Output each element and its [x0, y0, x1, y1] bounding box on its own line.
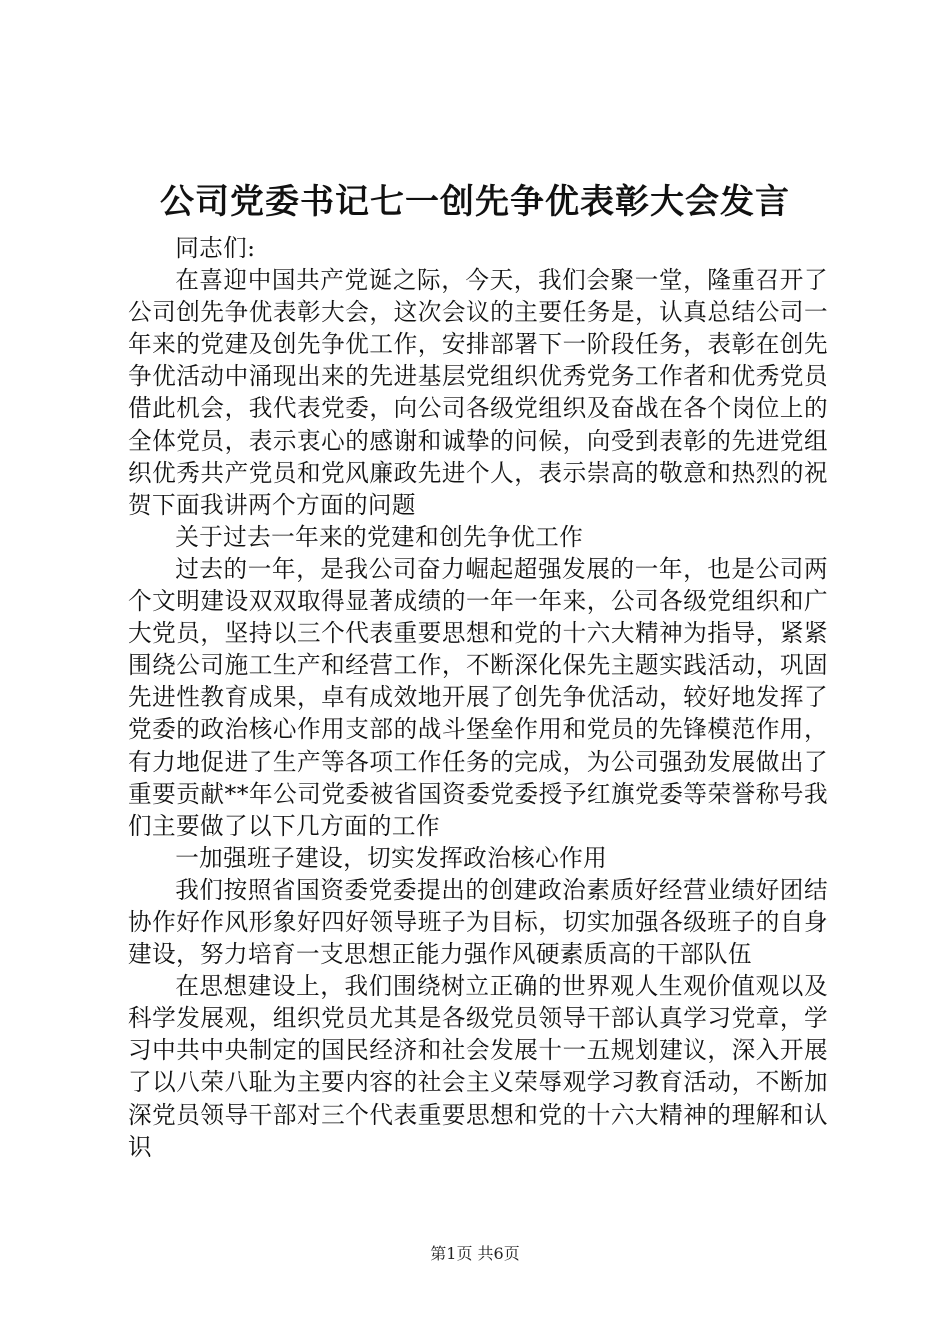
- document-body: [128, 232, 828, 1163]
- body-paragraph: 过去的一年，是我公司奋力崛起超强发展的一年，也是公司两个文明建设双双取得显著成绩的一年一年来，公司各级党组织和广大党员，坚持以三个代表重要思想和党的十六大精神为指导，紧紧围绕公司施工生产和经营工作，不断深化保先主题实践活动，巩固先进性教育成果，卓有成效地开展了创先争优活动，较好地发挥了党委的政治核心作用支部的战斗堡垒作用和党员的先锋模范作用，有力地促进了生产等各项工作任务的完成，为公司强劲发展做出了重要贡献**年公司党委被省国资委党委授予红旗党委等荣誉称号我们主要做了以下几方面的工作: [128, 554, 828, 840]
- salutation-paragraph: 同志们:: [175, 234, 256, 262]
- page-number-footer: 第1页 共6页: [430, 1244, 520, 1263]
- document-title: 公司党委书记七一创先争优表彰大会发言: [160, 182, 790, 222]
- body-paragraph: 在思想建设上，我们围绕树立正确的世界观人生观价值观以及科学发展观，组织党员尤其是各级党员领导干部认真学习党章，学习中共中央制定的国民经济和社会发展十一五规划建议，深入开展了以八荣八耻为主要内容的社会主义荣辱观学习教育活动，不断加深党员领导干部对三个代表重要思想和党的十六大精神的理解和认识: [128, 972, 828, 1161]
- subsection-heading: 一加强班子建设，切实发挥政治核心作用: [175, 843, 608, 872]
- body-paragraph: 在喜迎中国共产党诞之际，今天，我们会聚一堂，隆重召开了公司创先争优表彰大会，这次会议的主要任务是，认真总结公司一年来的党建及创先争优工作，安排部署下一阶段任务，表彰在创先争优活动中涌现出来的先进基层党组织优秀党务工作者和优秀党员借此机会，我代表党委，向公司各级党组织及奋战在各个岗位上的全体党员，表示衷心的感谢和诚挚的问候，向受到表彰的先进党组织优秀共产党员和党风廉政先进个人，表示崇高的敬意和热烈的祝贺下面我讲两个方面的问题: [128, 266, 828, 519]
- body-paragraph: 我们按照省国资委党委提出的创建政治素质好经营业绩好团结协作好作风形象好四好领导班子为目标，切实加强各级班子的自身建设，努力培育一支思想正能力强作风硬素质高的干部队伍: [128, 875, 828, 969]
- section-heading: 关于过去一年来的党建和创先争优工作: [175, 522, 584, 551]
